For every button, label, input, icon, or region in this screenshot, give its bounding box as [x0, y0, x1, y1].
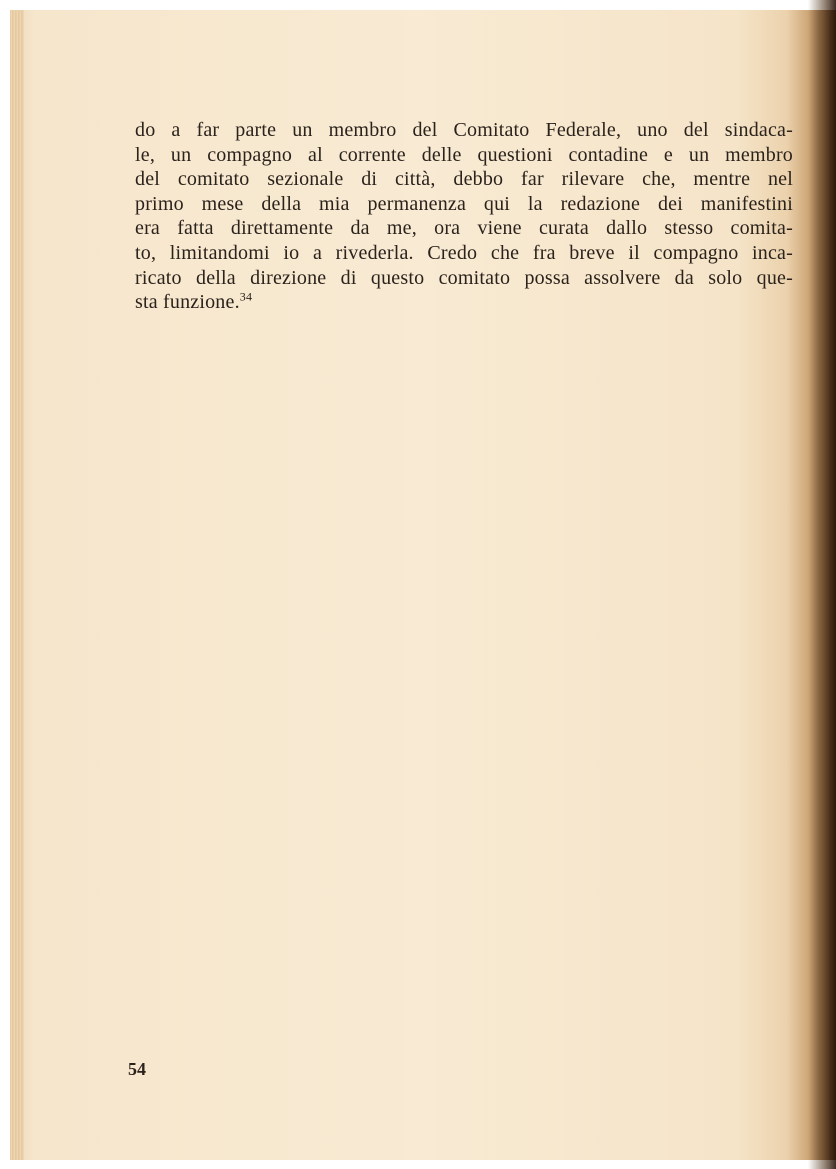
text-line: do a far parte un membro del Comitato Federale, uno del sindaca- [135, 119, 793, 141]
body-text [135, 118, 793, 315]
text-line: primo mese della mia permanenza qui la redazione dei manifestini [135, 192, 793, 215]
page-edge-left [10, 10, 24, 1160]
text-line-last [135, 290, 793, 315]
text-line: ricato della direzione di questo comitato possa assolvere da solo que- [135, 266, 793, 289]
text-line: le, un compagno al corrente delle questioni contadine e un membro [135, 143, 793, 166]
last-line-text: sta funzione. [135, 291, 240, 314]
binding-shadow [808, 0, 836, 1169]
text-line: to, limitandomi io a rivederla. Credo che fra breve il compagno inca- [135, 241, 793, 264]
text-line: era fatta direttamente da me, ora viene curata dallo stesso comita- [135, 217, 793, 240]
page-number: 54 [128, 1059, 146, 1079]
text-line: del comitato sezionale di città, debbo far rilevare che, mentre nel [135, 168, 793, 191]
footnote-reference: 34 [239, 289, 253, 304]
